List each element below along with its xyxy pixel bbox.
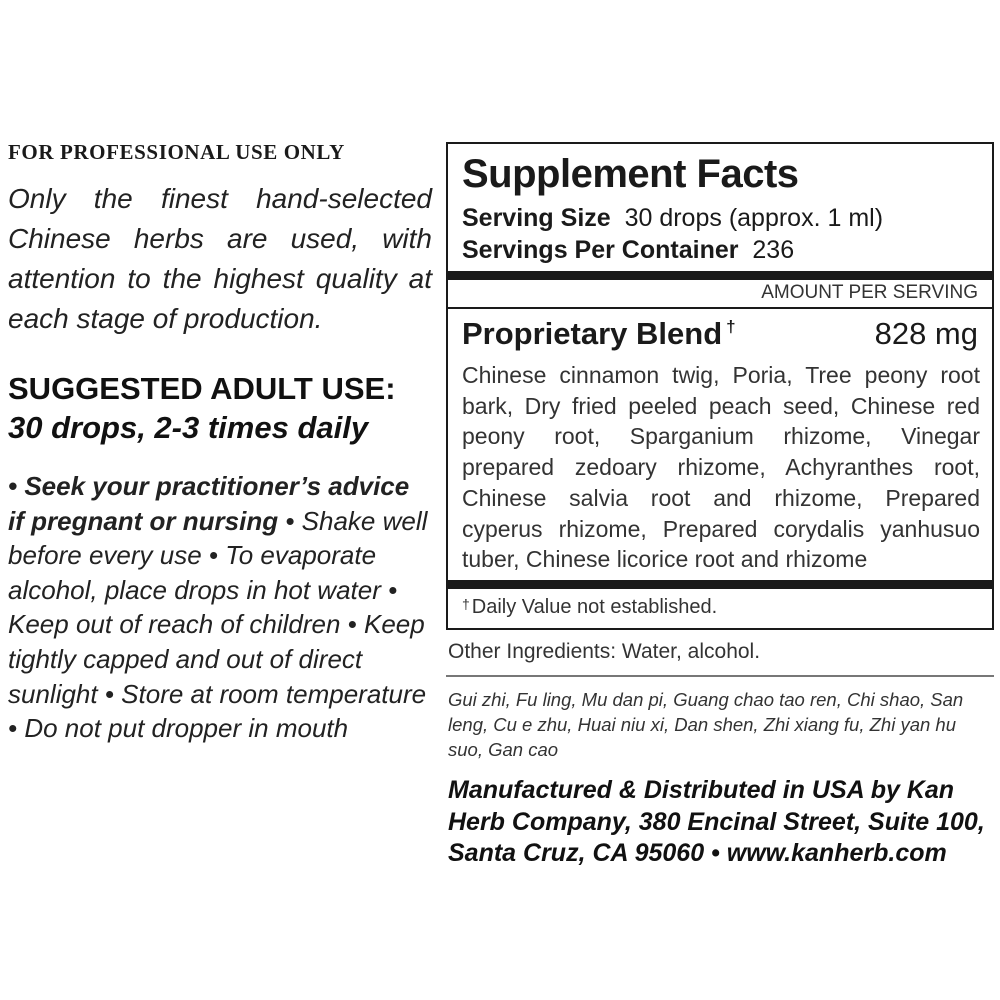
proprietary-blend-amount: 828 mg: [874, 316, 978, 351]
serving-size-row: [462, 204, 883, 233]
serving-size-value: 30 drops (approx. 1 ml): [624, 204, 884, 232]
dv-note-text: Daily Value not established.: [471, 596, 718, 618]
servings-label: Servings Per Container: [462, 236, 739, 264]
servings-per-container-row: [462, 236, 794, 265]
suggested-use-dose: 30 drops, 2-3 times daily: [8, 410, 369, 445]
manufacturer-info: Manufactured & Distributed in USA by Kan Herb Company, 380 Encinal Street, Suite 100, Santa Cruz, CA 95060 • www.kanherb.com: [448, 776, 985, 867]
blend-name-text: Proprietary Blend: [462, 316, 723, 351]
divider: [446, 675, 994, 677]
thick-divider: [448, 271, 992, 280]
pinyin-names: Gui zhi, Fu ling, Mu dan pi, Guang chao tao ren, Chi shao, San leng, Cu e zhu, Huai niu xi, Dan shen, Zhi xiang fu, Zhi yan hu suo, Gan cao: [448, 689, 964, 760]
blend-ingredients: Chinese cinnamon twig, Poria, Tree peony root bark, Dry fried peeled peach seed, Chinese red peony root, Sparganium rhizome, Vinegar prepared zedoary rhizome, Achyranthes root, Chinese salvia root and rhizome, Prepared cyperus rhizome, Prepared corydalis yanhusuo tuber, Chinese licorice root and rhizome: [462, 362, 980, 573]
warning-pregnancy: • Seek your practitioner’s advice if pregnant or nursing: [8, 471, 410, 536]
dv-dagger: †: [462, 596, 470, 612]
other-ingredients: Other Ingredients: Water, alcohol.: [448, 640, 761, 663]
blend-dagger: †: [726, 317, 736, 336]
warnings-text: [8, 469, 432, 746]
supplement-facts-title: Supplement Facts: [462, 152, 799, 196]
supplement-facts-panel: [446, 142, 994, 630]
serving-size-label: Serving Size: [462, 204, 611, 232]
proprietary-blend-name: [462, 316, 736, 352]
thick-divider-bottom: [448, 580, 992, 589]
warning-rest: • Shake well before every use • To evaporate alcohol, place drops in hot water • Keep out of reach of children • Keep tightly capped and out of direct sunlight • Store at room temperature • Do not put dropper in mouth: [8, 505, 428, 744]
amount-per-serving-header: AMOUNT PER SERVING: [761, 282, 978, 303]
servings-value: 236: [752, 236, 795, 264]
suggested-use-heading: SUGGESTED ADULT USE:: [8, 371, 396, 406]
intro-text: Only the finest hand-selected Chinese herbs are used, with attention to the highest quality at each stage of production.: [8, 183, 432, 334]
professional-use-heading: FOR PROFESSIONAL USE ONLY: [8, 140, 345, 164]
left-column: [8, 140, 432, 746]
daily-value-note: [462, 596, 717, 619]
thin-divider: [448, 307, 992, 309]
